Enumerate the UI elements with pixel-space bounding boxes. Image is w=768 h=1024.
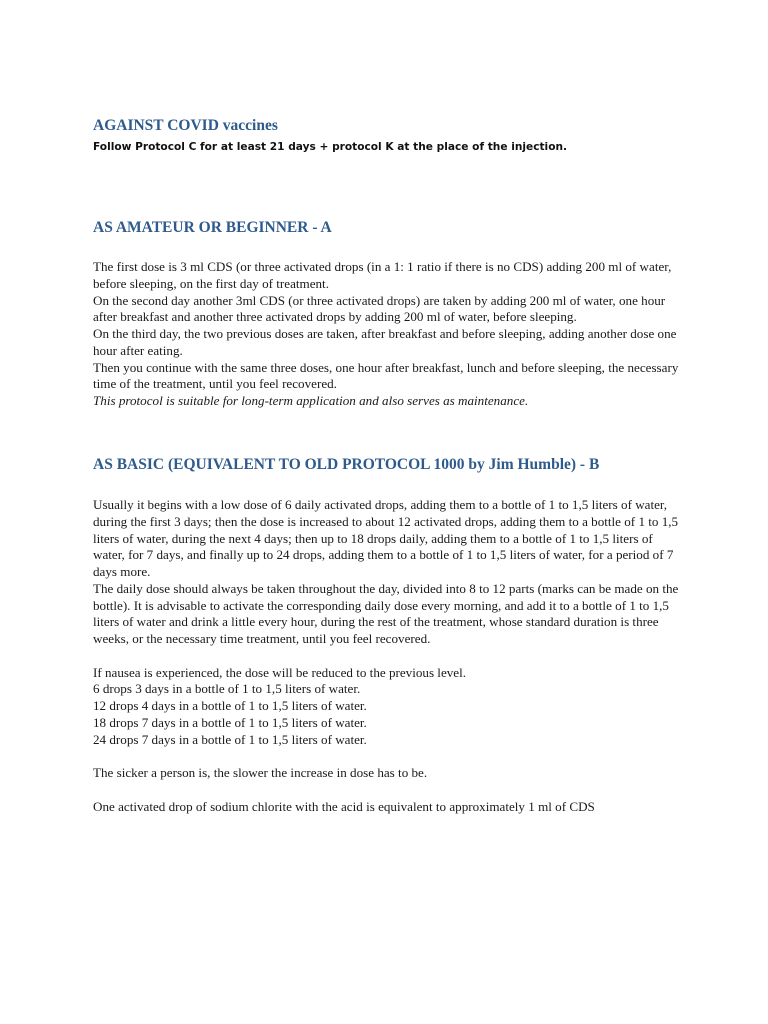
- schedule-line: 18 drops 7 days in a bottle of 1 to 1,5 liters of water.: [93, 714, 367, 730]
- covid-protocol-line: Follow Protocol C for at least 21 days + protocol K at the place of the injection.: [93, 141, 568, 153]
- section-b-paragraph: Usually it begins with a low dose of 6 daily activated drops, adding them to a bottle of 1 to 1,5 liters of water, during the first 3 days; then the dose is increased to about 12 activated drops, adding them to a bottle of 1 to 1,5 liters of water, during the next 4 days; then up to 18 drops daily, adding them to a bottle of 1 to 1,5 liters of water, for 7 days, and finally up to 24 drops, adding them to a bottle of 1 to 1,5 liters of water, for a period of 7 days more.: [93, 497, 679, 579]
- section-a-paragraph: The first dose is 3 ml CDS (or three activated drops (in a 1: 1 ratio if there is no CDS) adding 200 ml of water, before sleeping, on the first day of treatment.: [93, 259, 672, 291]
- section-a-paragraph: On the second day another 3ml CDS (or three activated drops) are taken by adding 200 ml of water, one hour after breakfast and another three activated drops by adding 200 ml of water, before sleeping.: [93, 292, 666, 325]
- sicker-note: The sicker a person is, the slower the increase in dose has to be.: [93, 765, 428, 780]
- section-a-paragraph: On the third day, the two previous doses are taken, after breakfast and before sleeping, adding another dose one hour after eating.: [93, 326, 677, 358]
- section-b-body: [93, 497, 683, 815]
- section-b-paragraph: The daily dose should always be taken throughout the day, divided into 8 to 12 parts (marks can be made on the bottle). It is advisable to activate the corresponding daily dose every morning, and add it to a bottle of 1 to 1,5 liters of water and drink a little every hour, during the rest of the treatment, whose standard duration is three weeks, or the necessary time treatment, until you feel recovered.: [93, 580, 679, 646]
- section-a-maintenance-note: This protocol is suitable for long-term application and also serves as maintenance.: [93, 393, 529, 408]
- section-a-paragraph: Then you continue with the same three doses, one hour after breakfast, lunch and before sleeping, the necessary time of the treatment, until you feel recovered.: [93, 359, 679, 392]
- schedule-line: 6 drops 3 days in a bottle of 1 to 1,5 liters of water.: [93, 681, 361, 697]
- equivalence-note: One activated drop of sodium chlorite with the acid is equivalent to approximately 1 ml of CDS: [93, 798, 595, 814]
- schedule-line: 24 drops 7 days in a bottle of 1 to 1,5 liters of water.: [93, 731, 367, 747]
- section-b-heading: AS BASIC (EQUIVALENT TO OLD PROTOCOL 1000 by Jim Humble) - B: [93, 456, 600, 473]
- schedule-line: 12 drops 4 days in a bottle of 1 to 1,5 liters of water.: [93, 698, 367, 713]
- section-a-heading: AS AMATEUR OR BEGINNER - A: [93, 219, 332, 236]
- covid-heading: AGAINST COVID vaccines: [93, 117, 278, 134]
- nausea-intro: If nausea is experienced, the dose will be reduced to the previous level.: [93, 664, 467, 680]
- section-a-body: [93, 259, 683, 410]
